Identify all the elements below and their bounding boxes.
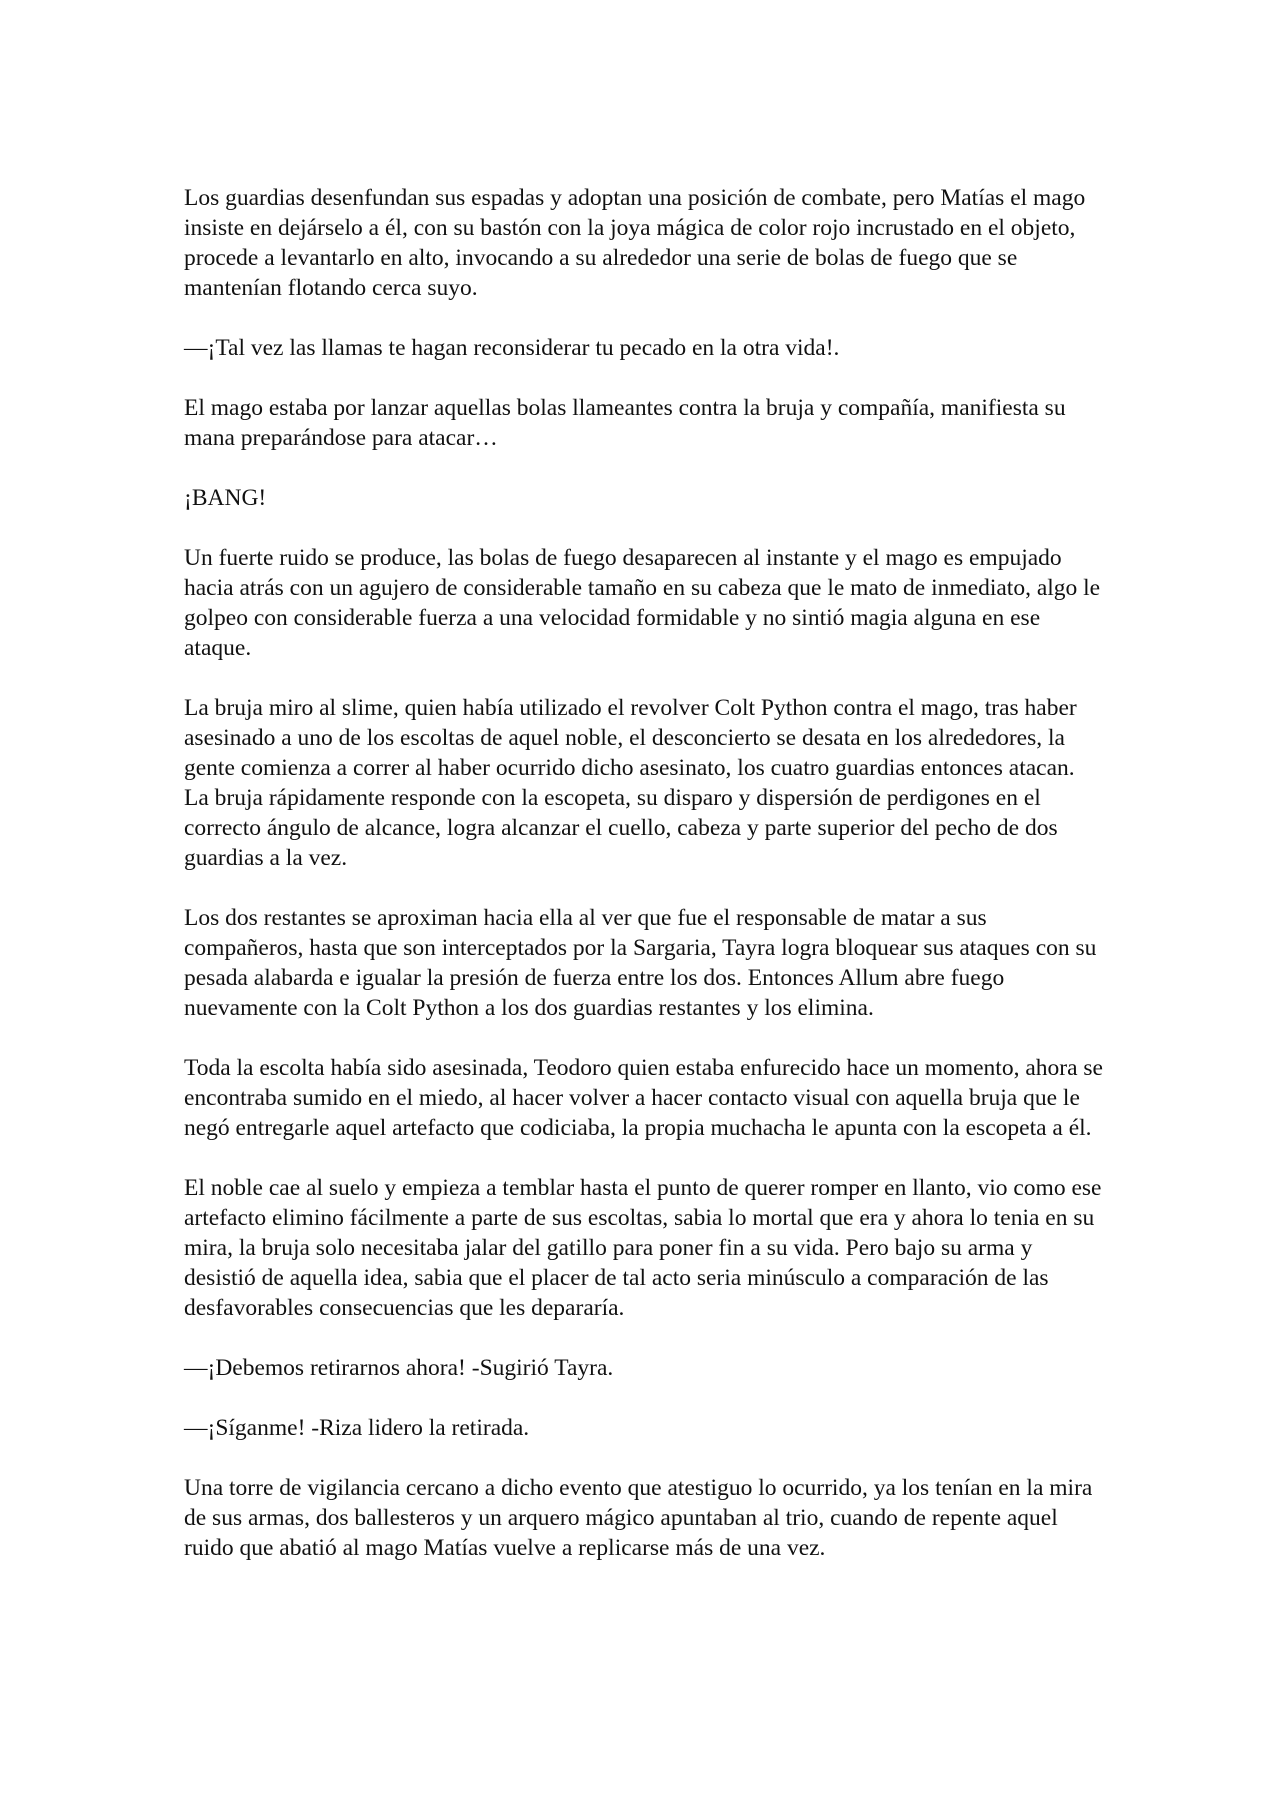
- paragraph: El noble cae al suelo y empieza a temblar hasta el punto de querer romper en llanto, vio como ese artefacto elimino fácilmente a parte de sus escoltas, sabia lo mortal que era y ahora lo tenia en su mira, la bruja solo necesitaba jalar del gatillo para poner fin a su vida. Pero bajo su arma y desistió de aquella idea, sabia que el placer de tal acto seria minúsculo a comparación de las desfavorables consecuencias que les depararía.: [184, 1175, 1102, 1321]
- paragraph: —¡Síganme! -Riza lidero la retirada.: [184, 1415, 530, 1441]
- paragraph: Los guardias desenfundan sus espadas y adoptan una posición de combate, pero Matías el mago insiste en dejárselo a él, con su bastón con la joya mágica de color rojo incrustado en el objeto, procede a levantarlo en alto, invocando a su alrededor una serie de bolas de fuego que se mantenían flotando cerca suyo.: [184, 185, 1086, 301]
- paragraph: —¡Tal vez las llamas te hagan reconsiderar tu pecado en la otra vida!.: [184, 335, 840, 361]
- document-page: [184, 183, 1104, 1563]
- paragraph: Toda la escolta había sido asesinada, Teodoro quien estaba enfurecido hace un momento, ahora se encontraba sumido en el miedo, al hacer volver a hacer contacto visual con aquella bruja que le negó entregarle aquel artefacto que codiciaba, la propia muchacha le apunta con la escopeta a él.: [184, 1055, 1103, 1141]
- paragraph: La bruja miro al slime, quien había utilizado el revolver Colt Python contra el mago, tras haber asesinado a uno de los escoltas de aquel noble, el desconcierto se desata en los alrededores, la gente comienza a correr al haber ocurrido dicho asesinato, los cuatro guardias entonces atacan. La bruja rápidamente responde con la escopeta, su disparo y dispersión de perdigones en el correcto ángulo de alcance, logra alcanzar el cuello, cabeza y parte superior del pecho de dos guardias a la vez.: [184, 695, 1077, 871]
- paragraph: Un fuerte ruido se produce, las bolas de fuego desaparecen al instante y el mago es empujado hacia atrás con un agujero de considerable tamaño en su cabeza que le mato de inmediato, algo le golpeo con considerable fuerza a una velocidad formidable y no sintió magia alguna en ese ataque.: [184, 545, 1101, 661]
- paragraph: El mago estaba por lanzar aquellas bolas llameantes contra la bruja y compañía, manifiesta su mana preparándose para atacar…: [184, 395, 1066, 451]
- paragraph: Una torre de vigilancia cercano a dicho evento que atestiguo lo ocurrido, ya los tenían en la mira de sus armas, dos ballesteros y un arquero mágico apuntaban al trio, cuando de repente aquel ruido que abatió al mago Matías vuelve a replicarse más de una vez.: [184, 1475, 1093, 1561]
- paragraph: —¡Debemos retirarnos ahora! -Sugirió Tayra.: [184, 1355, 614, 1381]
- paragraph: ¡BANG!: [184, 485, 267, 511]
- paragraph: Los dos restantes se aproximan hacia ella al ver que fue el responsable de matar a sus compañeros, hasta que son interceptados por la Sargaria, Tayra logra bloquear sus ataques con su pesada alabarda e igualar la presión de fuerza entre los dos. Entonces Allum abre fuego nuevamente con la Colt Python a los dos guardias restantes y los elimina.: [184, 905, 1097, 1021]
